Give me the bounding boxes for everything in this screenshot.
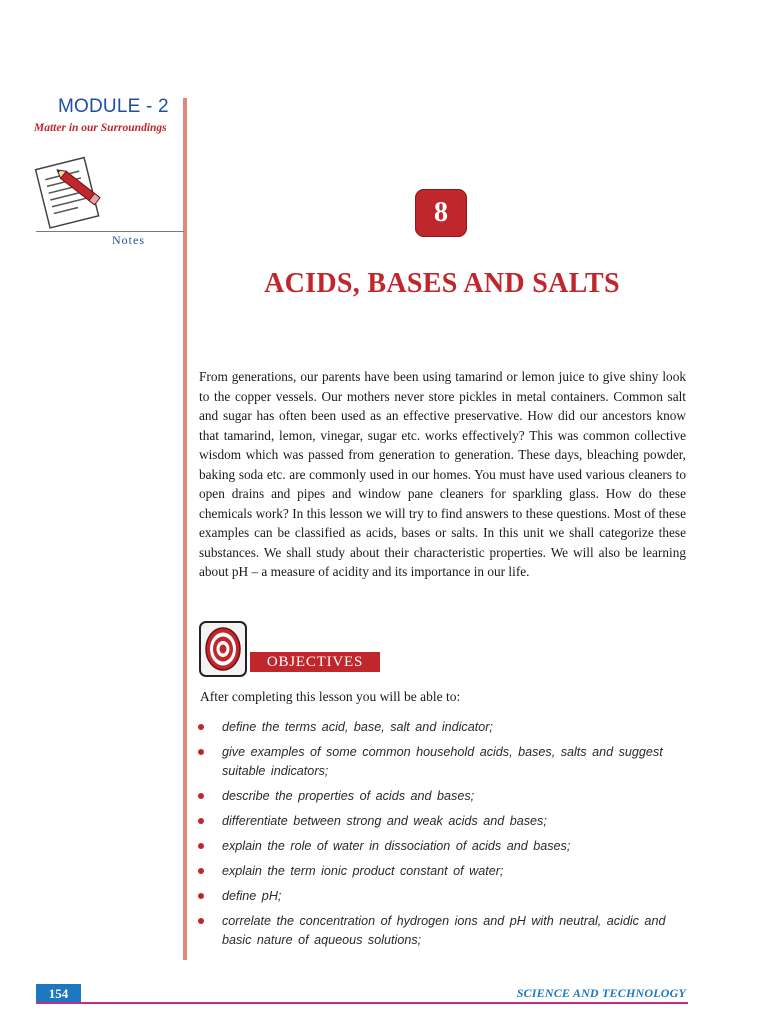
module-title: MODULE - 2 (58, 96, 169, 117)
footer-rule (36, 1002, 688, 1004)
list-item-text: define pH; (222, 889, 282, 903)
list-item (196, 787, 688, 806)
intro-paragraph: From generations, our parents have been using tamarind or lemon juice to give shiny look to the copper vessels. Our mothers never store pickles in metal containers. Common salt and sugar has often been used as an effective preservative. How did our ancestors know that tamarind, lemon, vinegar, sugar etc. works effectively? This was common collective wisdom which was passed from generation to generation. These days, bleaching powder, baking soda etc. are commonly used in our homes. You must have used various cleaners to open drains and pipes and window pane cleaners for sparkling glass. How do these chemicals work? In this lesson we will try to find answers to these questions. Most of these examples can be classified as acids, bases or salts. In this unit we shall categorize these substances. We shall study about their characteristic properties. We will also be learning about pH – a measure of acidity and its importance in our life. (199, 369, 686, 579)
bullet-icon (198, 843, 204, 849)
list-item-text: describe the properties of acids and bases; (222, 789, 475, 803)
notes-divider (36, 231, 184, 232)
list-item (196, 718, 688, 737)
bullet-icon (198, 918, 204, 924)
objectives-heading: OBJECTIVES (250, 652, 380, 672)
page-number: 154 (36, 984, 81, 1004)
list-item-text: give examples of some common household acids, bases, salts and suggest suitable indicators; (222, 745, 663, 778)
list-item-text: differentiate between strong and weak acids and bases; (222, 814, 547, 828)
notes-label: Notes (112, 233, 145, 247)
bullet-icon (198, 818, 204, 824)
target-icon (199, 621, 247, 677)
bullet-icon (198, 893, 204, 899)
margin-rule (183, 98, 187, 960)
list-item (196, 743, 688, 781)
bullet-icon (198, 749, 204, 755)
notepad-pencil-icon (30, 150, 112, 237)
book-title: SCIENCE AND TECHNOLOGY (516, 986, 686, 1000)
chapter-number-badge: 8 (415, 189, 467, 237)
list-item (196, 887, 688, 906)
list-item (196, 837, 688, 856)
list-item-text: correlate the concentration of hydrogen ions and pH with neutral, acidic and basic nature of aqueous solutions; (222, 914, 666, 947)
list-item-text: explain the term ionic product constant of water; (222, 864, 504, 878)
objectives-intro: After completing this lesson you will be able to: (200, 689, 461, 704)
list-item (196, 862, 688, 881)
chapter-title: ACIDS, BASES AND SALTS (264, 268, 620, 299)
list-item-text: define the terms acid, base, salt and indicator; (222, 720, 493, 734)
list-item (196, 812, 688, 831)
bullet-icon (198, 868, 204, 874)
bullet-icon (198, 724, 204, 730)
module-subtitle: Matter in our Surroundings (34, 122, 167, 134)
list-item (196, 912, 688, 950)
bullet-icon (198, 793, 204, 799)
list-item-text: explain the role of water in dissociation of acids and bases; (222, 839, 571, 853)
objectives-list (196, 718, 688, 956)
